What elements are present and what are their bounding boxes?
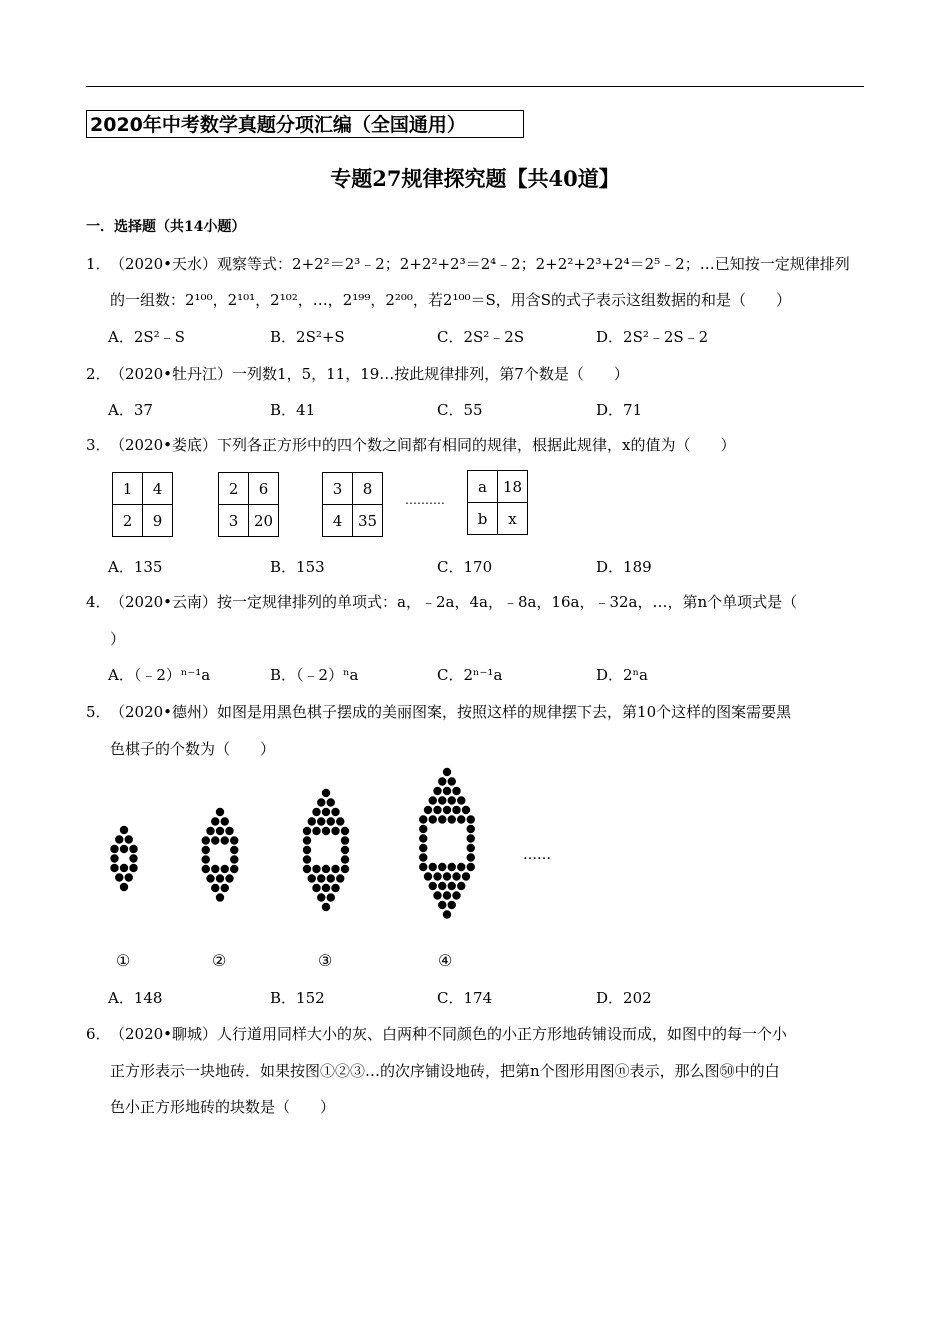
bead-dot [448, 863, 456, 871]
bead-dot [202, 836, 210, 844]
bead-dot [120, 864, 128, 872]
bead-dot [457, 815, 465, 823]
bead-dot [120, 883, 128, 891]
q3-square-3-cell: 3 [323, 473, 353, 505]
bead-dot [438, 815, 446, 823]
q5-figure-label-3: ③ [318, 951, 333, 970]
q3-square-2 [218, 472, 279, 537]
q5-option-b: B．152 [270, 989, 325, 1007]
bead-dot [327, 798, 335, 806]
bead-dot [443, 910, 451, 918]
bead-dot [462, 872, 470, 880]
q3-square-1-cell: 4 [143, 473, 173, 505]
q5-bead-figures [95, 760, 575, 960]
bead-dot [221, 884, 229, 892]
bead-dot [230, 865, 238, 873]
bead-dot [206, 874, 214, 882]
bead-dot [216, 874, 224, 882]
bead-dot [110, 864, 118, 872]
q2-option-c: C．55 [437, 401, 483, 419]
q3-square-4-cell: 18 [498, 471, 528, 503]
q1-option-d: D．2S²﹣2S﹣2 [596, 328, 709, 346]
q5-line1: （2020•德州）如图是用黑色棋子摆成的美丽图案，按照这样的规律摆下去，第10个这样的图案需要黑 [110, 703, 792, 721]
bead-dot [317, 874, 325, 882]
bead-dot [322, 865, 330, 873]
bead-dot [419, 825, 427, 833]
bead-dot [317, 798, 325, 806]
bead-dot [433, 872, 441, 880]
q4-line1: （2020•云南）按一定规律排列的单项式：a，﹣2a，4a，﹣8a，16a，﹣32a，…，第n个单项式是（ [110, 593, 798, 611]
bead-dot [331, 865, 339, 873]
bead-dot [211, 836, 219, 844]
bead-dot [317, 893, 325, 901]
bead-dot [433, 787, 441, 795]
bead-dot [216, 827, 224, 835]
bead-dot [322, 808, 330, 816]
q1-option-b: B．2S²+S [270, 328, 345, 346]
bead-dot [448, 882, 456, 890]
q1-option-a: A．2S²﹣S [108, 328, 185, 346]
q5-figure-label-2: ② [212, 951, 227, 970]
bead-dot [443, 891, 451, 899]
bead-dot [225, 874, 233, 882]
bead-dot [419, 815, 427, 823]
q5-figure-label-1: ① [116, 951, 131, 970]
bead-dot [230, 855, 238, 863]
bead-dot [341, 865, 349, 873]
bead-dot [336, 817, 344, 825]
bead-dot [322, 789, 330, 797]
bead-dot [202, 855, 210, 863]
bead-dot [433, 891, 441, 899]
bead-dot [221, 865, 229, 873]
q3-number: 3． [86, 436, 111, 454]
bead-dot [312, 827, 320, 835]
bead-dot [452, 872, 460, 880]
q4-option-a: A．（﹣2）ⁿ⁻¹a [108, 666, 211, 684]
bead-dot [211, 884, 219, 892]
bead-dot [202, 865, 210, 873]
bead-dot [341, 827, 349, 835]
bead-dot [202, 846, 210, 854]
bead-dot [331, 808, 339, 816]
bead-dot [452, 787, 460, 795]
bead-dot [429, 815, 437, 823]
bead-dot [221, 817, 229, 825]
q5-figure-ellipsis: …… [523, 847, 551, 863]
bead-dot [457, 882, 465, 890]
bead-dot [438, 777, 446, 785]
bead-dot [419, 844, 427, 852]
q3-line1: （2020•娄底）下列各正方形中的四个数之间都有相同的规律，根据此规律，x的值为（ ） [110, 436, 736, 454]
bead-dot [341, 855, 349, 863]
bead-dot [225, 827, 233, 835]
bead-dot [467, 863, 475, 871]
bead-dot [457, 796, 465, 804]
q6-line1: （2020•聊城）人行道用同样大小的灰、白两种不同颜色的小正方形地砖铺设而成，如图中的每一个小 [110, 1025, 788, 1043]
q3-square-1-cell: 1 [113, 473, 143, 505]
bead-dot [467, 844, 475, 852]
bead-dot [438, 901, 446, 909]
q3-square-2-cell: 3 [219, 505, 249, 537]
q6-number: 6． [86, 1025, 111, 1043]
q4-option-d: D．2ⁿa [596, 666, 649, 684]
bead-dot [206, 827, 214, 835]
q2-option-a: A．37 [108, 401, 153, 419]
bead-dot [125, 873, 133, 881]
bead-dot [341, 836, 349, 844]
bead-dot [230, 836, 238, 844]
bead-dot [448, 901, 456, 909]
bead-dot [448, 815, 456, 823]
q1-line2: 的一组数：2¹⁰⁰，2¹⁰¹，2¹⁰²，…，2¹⁹⁹，2²⁰⁰，若2¹⁰⁰＝S，用含S的式子表示这组数据的和是（ ） [110, 291, 792, 309]
bead-dot [303, 827, 311, 835]
bead-dot [433, 806, 441, 814]
bead-dot [452, 891, 460, 899]
bead-dot [110, 854, 118, 862]
bead-dot [448, 777, 456, 785]
q3-square-2-cell: 6 [249, 473, 279, 505]
bead-dot [438, 796, 446, 804]
q6-line3: 色小正方形地砖的块数是（ ） [110, 1098, 336, 1116]
q3-square-3-cell: 4 [323, 505, 353, 537]
q3-ellipsis: ………. [405, 493, 445, 507]
q3-square-3-cell: 35 [353, 505, 383, 537]
q2-line1: （2020•牡丹江）一列数1，5，11，19…按此规律排列，第7个数是（ ） [110, 365, 629, 383]
bead-dot [129, 854, 137, 862]
section-heading: 一．选择题（共14小题） [86, 219, 246, 235]
series-title: 2020年中考数学真题分项汇编（全国通用） [86, 110, 524, 138]
q6-line2: 正方形表示一块地砖．如果按图①②③…的次序铺设地砖，把第n个图形用图ⓝ表示，那么图㊿中的白 [110, 1062, 780, 1080]
bead-dot [336, 874, 344, 882]
bead-dot [429, 796, 437, 804]
bead-dot [419, 853, 427, 861]
q3-square-4-cell: b [468, 503, 498, 535]
bead-dot [216, 808, 224, 816]
bead-dot [467, 825, 475, 833]
q5-number: 5． [86, 703, 111, 721]
bead-dot [429, 863, 437, 871]
bead-dot [129, 845, 137, 853]
bead-dot [462, 806, 470, 814]
bead-dot [303, 855, 311, 863]
bead-dot [443, 768, 451, 776]
q3-option-d: D．189 [596, 558, 652, 576]
q2-number: 2． [86, 365, 111, 383]
q3-square-1-cell: 9 [143, 505, 173, 537]
topic-title: 专题27规律探究题【共40道】 [330, 166, 620, 191]
q5-option-a: A．148 [108, 989, 163, 1007]
q4-line2: ） [110, 630, 126, 648]
bead-dot [308, 874, 316, 882]
q1-option-c: C．2S²﹣2S [437, 328, 525, 346]
q3-square-3-cell: 8 [353, 473, 383, 505]
q2-option-b: B．41 [270, 401, 316, 419]
bead-dot [110, 845, 118, 853]
bead-dot [448, 796, 456, 804]
bead-dot [341, 846, 349, 854]
bead-dot [424, 806, 432, 814]
q3-square-4-cell: a [468, 471, 498, 503]
bead-dot [419, 834, 427, 842]
bead-dot [115, 835, 123, 843]
bead-dot [467, 815, 475, 823]
header-rule [86, 86, 864, 87]
bead-dot [308, 817, 316, 825]
q3-square-2-cell: 20 [249, 505, 279, 537]
q1-line1: （2020•天水）观察等式：2+2²＝2³﹣2；2+2²+2³＝2⁴﹣2；2+2²+2³+2⁴＝2⁵﹣2；…已知按一定规律排列 [110, 255, 850, 273]
bead-dot [312, 808, 320, 816]
q3-square-4 [467, 470, 528, 535]
bead-dot [331, 884, 339, 892]
bead-dot [327, 874, 335, 882]
q5-line2: 色棋子的个数为（ ） [110, 740, 276, 758]
bead-dot [125, 835, 133, 843]
bead-dot [467, 834, 475, 842]
bead-dot [438, 882, 446, 890]
bead-dot [303, 846, 311, 854]
q3-square-4-cell: x [498, 503, 528, 535]
q3-option-a: A．135 [108, 558, 163, 576]
bead-dot [443, 787, 451, 795]
bead-dot [327, 817, 335, 825]
bead-dot [312, 884, 320, 892]
bead-dot [419, 863, 427, 871]
bead-dot [443, 806, 451, 814]
bead-dot [211, 865, 219, 873]
bead-dot [452, 806, 460, 814]
q2-option-d: D．71 [596, 401, 643, 419]
bead-dot [120, 845, 128, 853]
bead-dot [443, 872, 451, 880]
bead-dot [438, 863, 446, 871]
bead-dot [312, 865, 320, 873]
q4-option-c: C．2ⁿ⁻¹a [437, 666, 503, 684]
q5-option-c: C．174 [437, 989, 493, 1007]
bead-dot [424, 872, 432, 880]
bead-dot [303, 836, 311, 844]
bead-dot [457, 863, 465, 871]
bead-dot [429, 882, 437, 890]
bead-dot [322, 827, 330, 835]
bead-dot [216, 893, 224, 901]
bead-dot [230, 846, 238, 854]
bead-dot [331, 827, 339, 835]
q3-option-c: C．170 [437, 558, 493, 576]
bead-dot [120, 826, 128, 834]
bead-dot [303, 865, 311, 873]
bead-dot [221, 836, 229, 844]
bead-dot [211, 817, 219, 825]
bead-dot [322, 903, 330, 911]
q3-option-b: B．153 [270, 558, 325, 576]
bead-dot [129, 864, 137, 872]
q3-square-2-cell: 2 [219, 473, 249, 505]
bead-dot [327, 893, 335, 901]
q5-figure-label-4: ④ [438, 951, 453, 970]
q5-option-d: D．202 [596, 989, 652, 1007]
q4-option-b: B．（﹣2）ⁿa [270, 666, 359, 684]
q4-number: 4． [86, 593, 111, 611]
q3-square-1 [112, 472, 173, 537]
bead-dot [467, 853, 475, 861]
bead-dot [322, 884, 330, 892]
q3-square-3 [322, 472, 383, 537]
bead-dot [317, 817, 325, 825]
bead-dot [115, 873, 123, 881]
q3-square-1-cell: 2 [113, 505, 143, 537]
q1-number: 1． [86, 255, 111, 273]
